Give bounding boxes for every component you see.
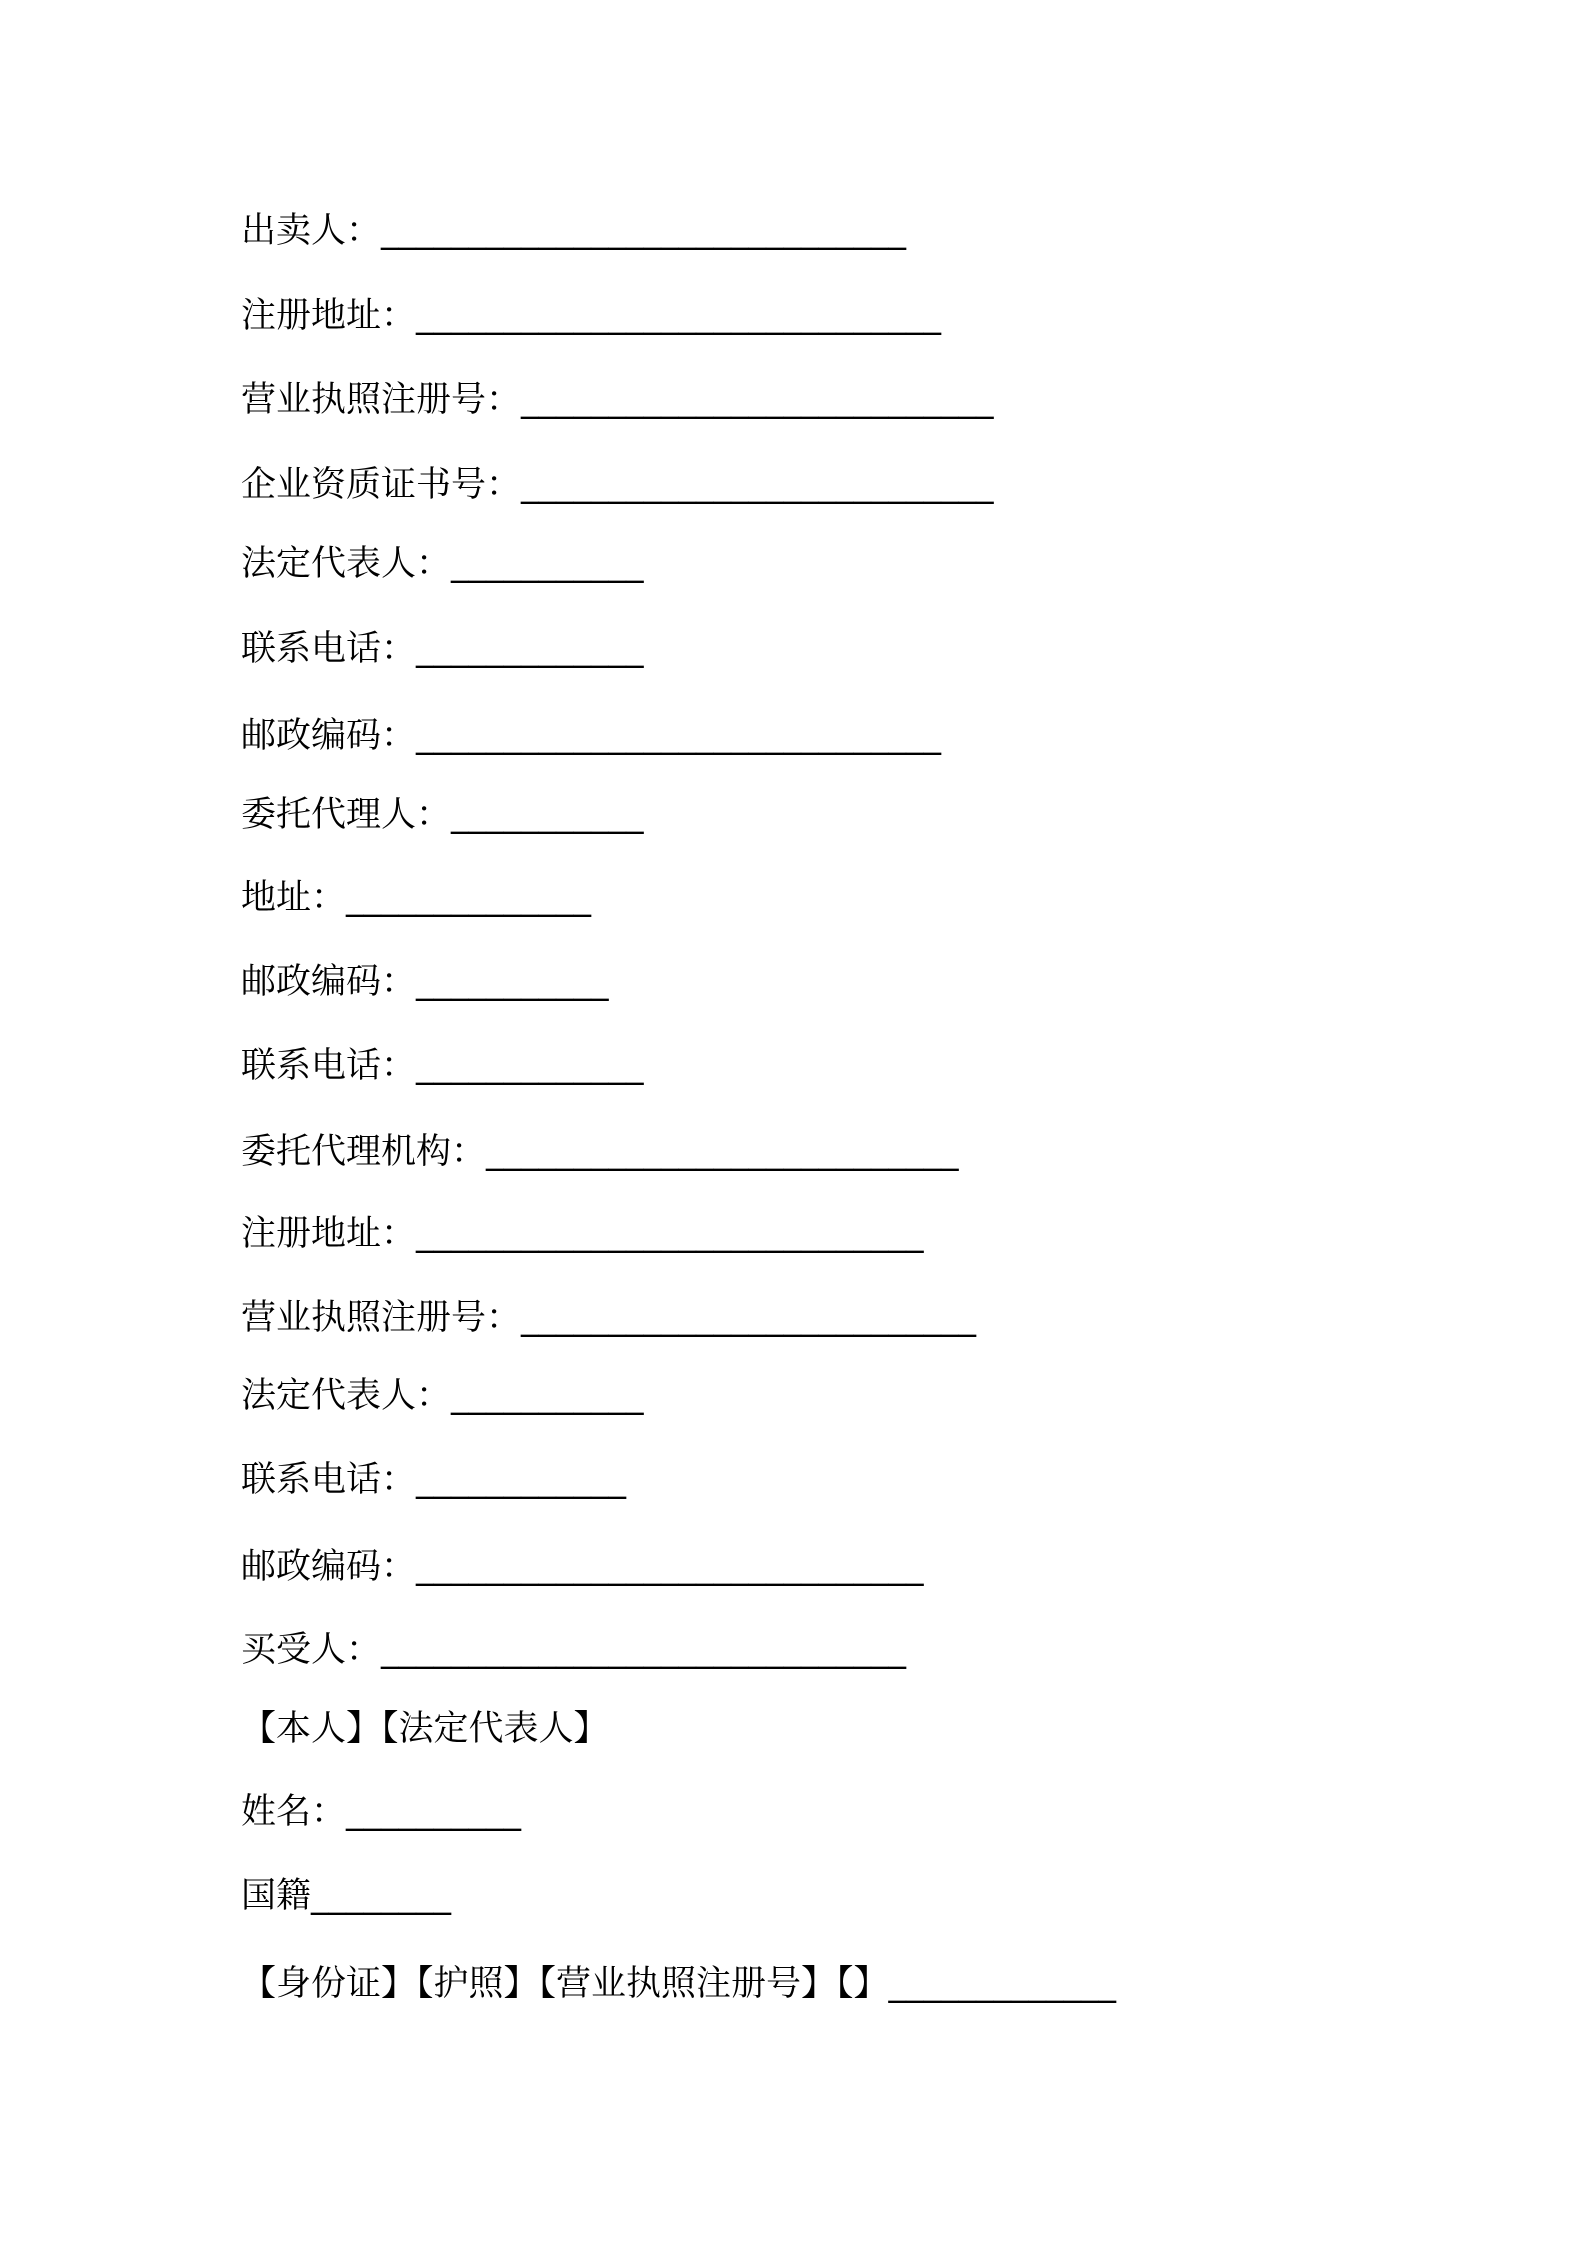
agency-postcode-blank: _____________________________ (416, 1547, 924, 1587)
seller-registered-address-line (241, 294, 941, 338)
buyer-name-label: 姓名： (241, 1792, 347, 1832)
seller-postcode-blank: ______________________________ (416, 716, 942, 756)
agency-registered-address-line (241, 1212, 924, 1256)
buyer-nationality-blank: ________ (311, 1876, 452, 1916)
seller-postcode-label: 邮政编码： (241, 716, 417, 756)
seller-license-number-label: 营业执照注册号： (241, 380, 522, 420)
buyer-id-document-label: 【身份证】【护照】【营业执照注册号】【】 (241, 1964, 889, 2004)
agent-address-line (241, 876, 591, 920)
buyer-name-line (241, 1790, 521, 1834)
agency-phone-label: 联系电话： (241, 1460, 417, 1500)
agent-blank: ___________ (451, 795, 644, 835)
agent-label: 委托代理人： (241, 795, 452, 835)
agency-postcode-line (241, 1545, 924, 1589)
seller-legal-representative-label: 法定代表人： (241, 544, 452, 584)
buyer-nationality-line (241, 1874, 451, 1918)
agency-line (241, 1130, 959, 1174)
seller-line (241, 209, 906, 253)
agency-registered-address-blank: _____________________________ (416, 1214, 924, 1254)
buyer-line (241, 1628, 906, 1672)
agent-postcode-label: 邮政编码： (241, 962, 417, 1002)
agent-phone-blank: _____________ (416, 1046, 644, 1086)
seller-legal-representative-blank: ___________ (451, 544, 644, 584)
buyer-name-blank: __________ (346, 1792, 522, 1832)
seller-registered-address-label: 注册地址： (241, 296, 417, 336)
buyer-label: 买受人： (241, 1630, 382, 1670)
seller-registered-address-blank: ______________________________ (416, 296, 942, 336)
seller-blank: ______________________________ (381, 211, 907, 251)
agency-legal-representative-label: 法定代表人： (241, 1376, 452, 1416)
seller-postcode-line (241, 714, 941, 758)
seller-qualification-cert-line (241, 463, 994, 507)
agent-phone-label: 联系电话： (241, 1046, 417, 1086)
agent-postcode-blank: ___________ (416, 962, 609, 1002)
agent-address-blank: ______________ (346, 878, 592, 918)
agency-label: 委托代理机构： (241, 1132, 487, 1172)
agent-address-label: 地址： (241, 878, 347, 918)
buyer-nationality-label: 国籍 (241, 1876, 312, 1916)
agency-license-number-line (241, 1296, 976, 1340)
buyer-id-document-line (241, 1962, 1116, 2006)
buyer-type-line (241, 1707, 609, 1751)
agency-license-number-blank: __________________________ (521, 1298, 977, 1338)
agency-phone-line (241, 1458, 626, 1502)
agent-postcode-line (241, 960, 609, 1004)
seller-label: 出卖人： (241, 211, 382, 251)
seller-legal-representative-line (241, 542, 644, 586)
seller-license-number-line (241, 378, 994, 422)
seller-qualification-cert-blank: ___________________________ (521, 465, 994, 505)
seller-phone-line (241, 627, 644, 671)
seller-license-number-blank: ___________________________ (521, 380, 994, 420)
agency-legal-representative-line (241, 1374, 644, 1418)
agency-legal-representative-blank: ___________ (451, 1376, 644, 1416)
buyer-blank: ______________________________ (381, 1630, 907, 1670)
seller-qualification-cert-label: 企业资质证书号： (241, 465, 522, 505)
agency-postcode-label: 邮政编码： (241, 1547, 417, 1587)
agency-phone-blank: ____________ (416, 1460, 627, 1500)
agency-blank: ___________________________ (486, 1132, 959, 1172)
agent-phone-line (241, 1044, 644, 1088)
agent-line (241, 793, 644, 837)
buyer-id-document-blank: _____________ (888, 1964, 1117, 2004)
seller-phone-blank: _____________ (416, 629, 644, 669)
agency-license-number-label: 营业执照注册号： (241, 1298, 522, 1338)
agency-registered-address-label: 注册地址： (241, 1214, 417, 1254)
seller-phone-label: 联系电话： (241, 629, 417, 669)
buyer-type-label: 【本人】【法定代表人】 (241, 1709, 609, 1749)
